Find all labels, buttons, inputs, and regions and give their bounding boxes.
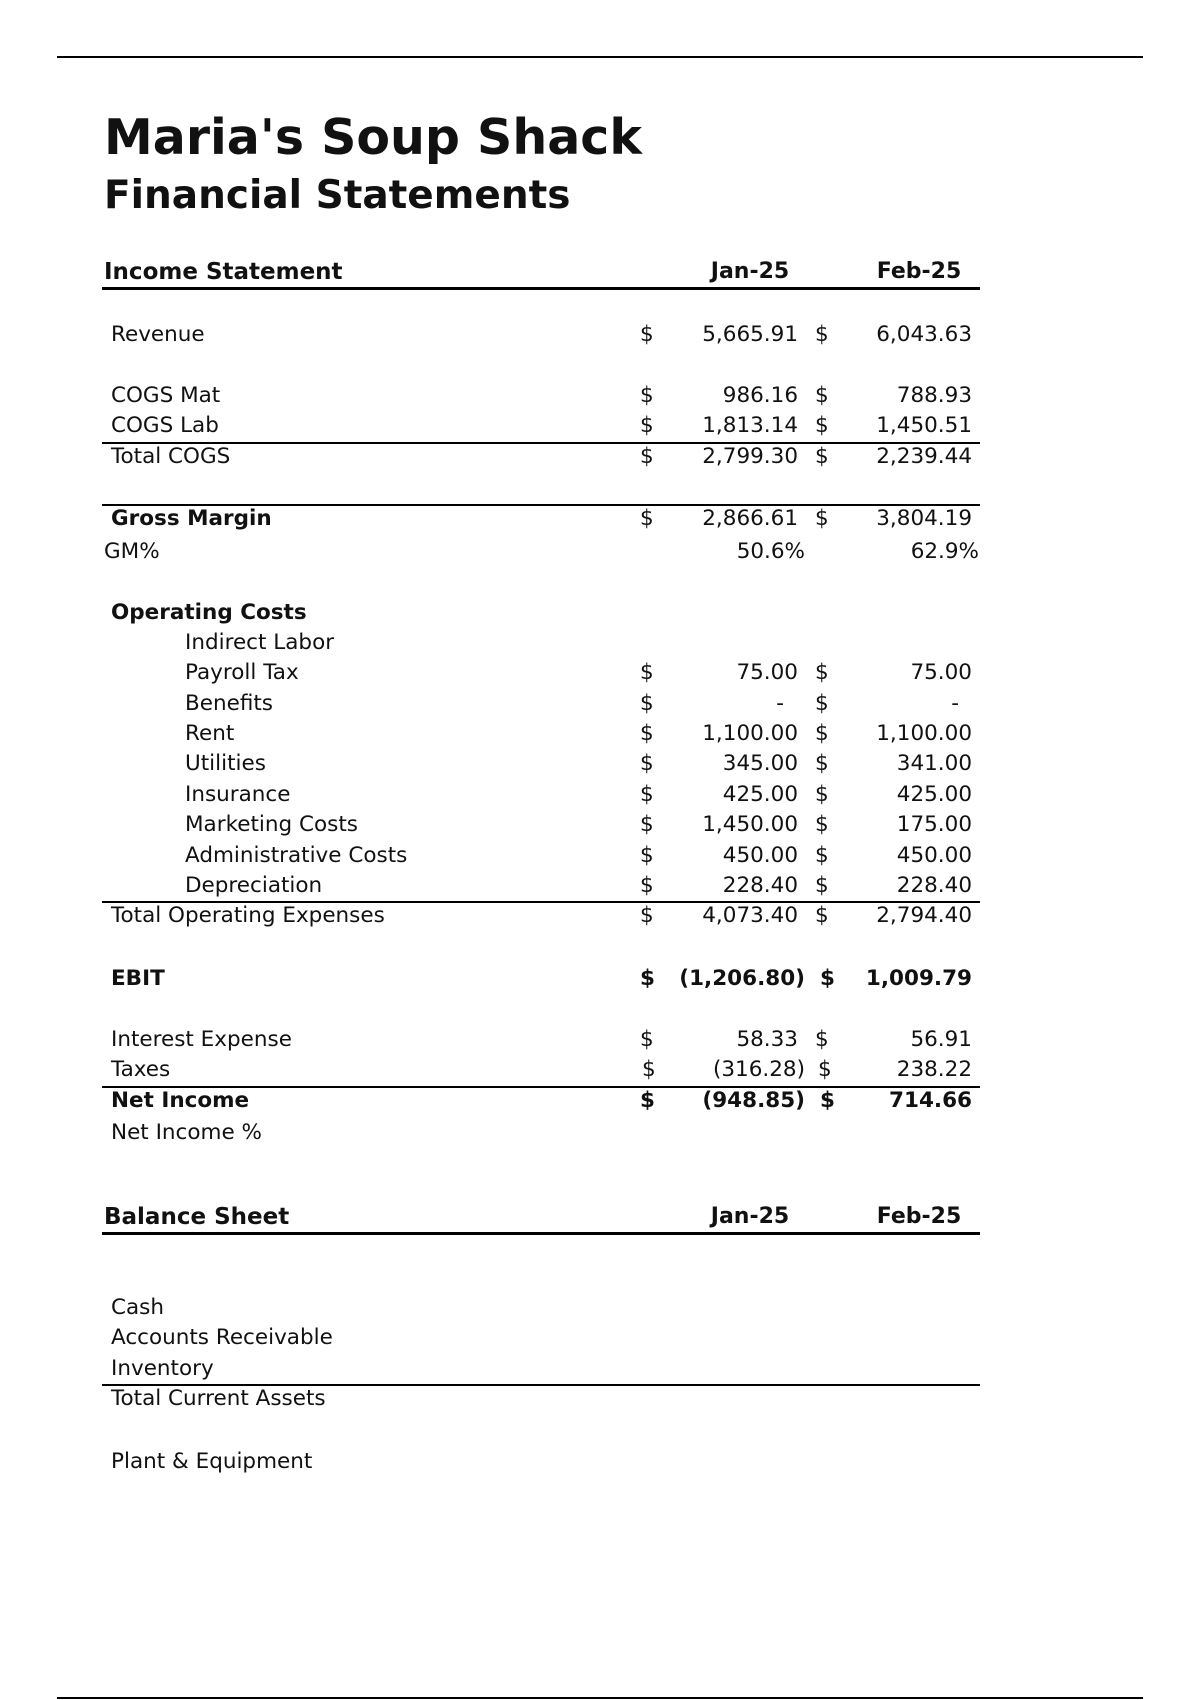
cash-row: [102, 1293, 980, 1323]
currency-symbol: $: [640, 660, 654, 686]
cogs-lab-row: [102, 411, 980, 441]
jan-value: 1,100.00: [702, 721, 798, 747]
operating-costs-heading: [102, 598, 980, 628]
row-label: Administrative Costs: [185, 842, 408, 868]
row-label: Plant & Equipment: [111, 1448, 313, 1474]
row-label: Net Income: [111, 1087, 250, 1113]
currency-symbol: $: [815, 413, 829, 439]
row-label: Rent: [185, 721, 235, 747]
currency-symbol: $: [640, 812, 654, 838]
currency-symbol: $: [640, 873, 654, 899]
plant-equipment-row: [102, 1447, 980, 1477]
net-income-pct-row: [102, 1118, 980, 1148]
currency-symbol: $: [815, 382, 829, 408]
currency-symbol: $: [815, 781, 829, 807]
currency-symbol: $: [642, 1057, 656, 1083]
row-label: Total COGS: [111, 443, 231, 469]
gross-margin-row: [102, 504, 980, 536]
currency-symbol: $: [815, 660, 829, 686]
total-opex-row: [102, 901, 980, 933]
balance-sheet: [102, 1202, 980, 1477]
opex-row-insurance: [102, 780, 980, 810]
jan-value: 425.00: [722, 781, 798, 807]
revenue-row: [102, 320, 980, 350]
jan-value: 450.00: [722, 842, 798, 868]
spacer: [102, 1235, 980, 1293]
row-label: COGS Mat: [111, 382, 221, 408]
opex-row-administrative: [102, 841, 980, 871]
gm-pct-row: [102, 537, 980, 567]
currency-symbol: $: [815, 506, 829, 532]
taxes-row: [102, 1055, 980, 1085]
total-cogs-row: [102, 442, 980, 474]
opex-row-depreciation: [102, 871, 980, 901]
document-subtitle: Financial Statements: [104, 173, 571, 218]
feb-value: 75.00: [910, 660, 972, 686]
jan-value: (316.28): [712, 1057, 805, 1083]
feb-value: 238.22: [896, 1057, 972, 1083]
column-header-feb: Feb-25: [876, 1204, 962, 1229]
page-top-rule: [57, 56, 1143, 58]
feb-value: 425.00: [896, 781, 972, 807]
opex-row-payroll-tax: [102, 658, 980, 688]
column-header-jan: Jan-25: [710, 259, 790, 284]
accounts-receivable-row: [102, 1323, 980, 1353]
currency-symbol: $: [815, 842, 829, 868]
jan-value: 1,450.00: [702, 812, 798, 838]
jan-value: 2,799.30: [702, 443, 798, 469]
feb-value: 62.9%: [910, 538, 979, 564]
feb-value: 788.93: [896, 382, 972, 408]
opex-row-rent: [102, 719, 980, 749]
currency-symbol: $: [640, 1087, 655, 1113]
opex-row-benefits: [102, 689, 980, 719]
jan-value: (948.85): [702, 1087, 805, 1113]
currency-symbol: $: [640, 443, 654, 469]
row-label: Total Current Assets: [111, 1386, 326, 1412]
currency-symbol: $: [640, 842, 654, 868]
row-label: Benefits: [185, 690, 274, 716]
jan-value: 75.00: [736, 660, 798, 686]
currency-symbol: $: [818, 1057, 832, 1083]
ebit-row: [102, 964, 980, 994]
income-statement: [102, 257, 980, 1149]
jan-value: 228.40: [722, 873, 798, 899]
currency-symbol: $: [815, 903, 829, 929]
row-label: Gross Margin: [111, 506, 272, 532]
section-title: Balance Sheet: [104, 1204, 290, 1230]
row-label: Marketing Costs: [185, 812, 358, 838]
total-current-assets-row: [102, 1384, 980, 1416]
row-label: Net Income %: [111, 1120, 262, 1146]
jan-value: 345.00: [722, 751, 798, 777]
currency-symbol: $: [815, 721, 829, 747]
feb-value: 2,794.40: [876, 903, 972, 929]
currency-symbol: $: [640, 781, 654, 807]
spacer: [102, 934, 980, 964]
currency-symbol: $: [815, 443, 829, 469]
cogs-mat-row: [102, 381, 980, 411]
jan-value: 986.16: [722, 382, 798, 408]
page-bottom-rule: [57, 1697, 1143, 1699]
currency-symbol: $: [815, 812, 829, 838]
opex-row-marketing: [102, 810, 980, 840]
company-title: Maria's Soup Shack: [104, 109, 642, 166]
currency-symbol: $: [640, 1026, 654, 1052]
jan-value: 58.33: [736, 1026, 798, 1052]
jan-value: (1,206.80): [679, 966, 805, 992]
row-label: Total Operating Expenses: [111, 903, 385, 929]
jan-value: 2,866.61: [702, 506, 798, 532]
spacer: [102, 567, 980, 597]
row-label: Insurance: [185, 781, 291, 807]
spacer: [102, 995, 980, 1025]
currency-symbol: $: [815, 690, 829, 716]
feb-value: 3,804.19: [876, 506, 972, 532]
feb-value: 6,043.63: [876, 322, 972, 347]
inventory-row: [102, 1354, 980, 1384]
column-header-feb: Feb-25: [876, 259, 962, 284]
currency-symbol: $: [640, 966, 655, 992]
row-label: Payroll Tax: [185, 660, 299, 686]
currency-symbol: $: [640, 721, 654, 747]
spacer: [102, 290, 980, 320]
row-label: GM%: [104, 538, 160, 564]
feb-value: 1,450.51: [876, 413, 972, 439]
feb-value: 2,239.44: [876, 443, 972, 469]
jan-value: 4,073.40: [702, 903, 798, 929]
net-income-row: [102, 1086, 980, 1118]
row-label: Utilities: [185, 751, 266, 777]
currency-symbol: $: [640, 322, 654, 347]
opex-row-utilities: [102, 749, 980, 779]
currency-symbol: $: [640, 690, 654, 716]
section-title: Income Statement: [104, 259, 343, 285]
spacer: [102, 1417, 980, 1447]
jan-value: 5,665.91: [702, 322, 798, 347]
jan-value: 50.6%: [736, 538, 805, 564]
column-header-jan: Jan-25: [710, 1204, 790, 1229]
row-label: Cash: [111, 1295, 165, 1320]
feb-value: 450.00: [896, 842, 972, 868]
currency-symbol: $: [640, 506, 654, 532]
feb-value: 175.00: [896, 812, 972, 838]
jan-value: -: [776, 690, 784, 716]
feb-value: 1,009.79: [865, 966, 972, 992]
row-label: Indirect Labor: [185, 629, 335, 655]
row-label: Inventory: [111, 1355, 214, 1381]
feb-value: 1,100.00: [876, 721, 972, 747]
row-label: Interest Expense: [111, 1026, 292, 1052]
row-label: EBIT: [111, 966, 165, 992]
feb-value: 714.66: [889, 1087, 972, 1113]
row-label: Revenue: [111, 322, 205, 347]
row-label: Accounts Receivable: [111, 1325, 333, 1351]
row-label: COGS Lab: [111, 413, 219, 439]
feb-value: 56.91: [910, 1026, 972, 1052]
currency-symbol: $: [640, 751, 654, 777]
opex-row-indirect-labor: [102, 628, 980, 658]
currency-symbol: $: [640, 382, 654, 408]
currency-symbol: $: [640, 413, 654, 439]
interest-expense-row: [102, 1025, 980, 1055]
balance-sheet-header: [102, 1202, 980, 1235]
spacer: [102, 474, 980, 504]
currency-symbol: $: [815, 751, 829, 777]
currency-symbol: $: [815, 873, 829, 899]
feb-value: 228.40: [896, 873, 972, 899]
spacer: [102, 350, 980, 380]
currency-symbol: $: [640, 903, 654, 929]
currency-symbol: $: [820, 1087, 835, 1113]
currency-symbol: $: [815, 1026, 829, 1052]
feb-value: -: [951, 690, 959, 716]
jan-value: 1,813.14: [702, 413, 798, 439]
income-statement-header: [102, 257, 980, 290]
currency-symbol: $: [815, 322, 829, 347]
row-label: Taxes: [111, 1057, 171, 1083]
currency-symbol: $: [820, 966, 835, 992]
feb-value: 341.00: [896, 751, 972, 777]
row-label: Depreciation: [185, 873, 323, 899]
row-label: Operating Costs: [111, 599, 307, 625]
